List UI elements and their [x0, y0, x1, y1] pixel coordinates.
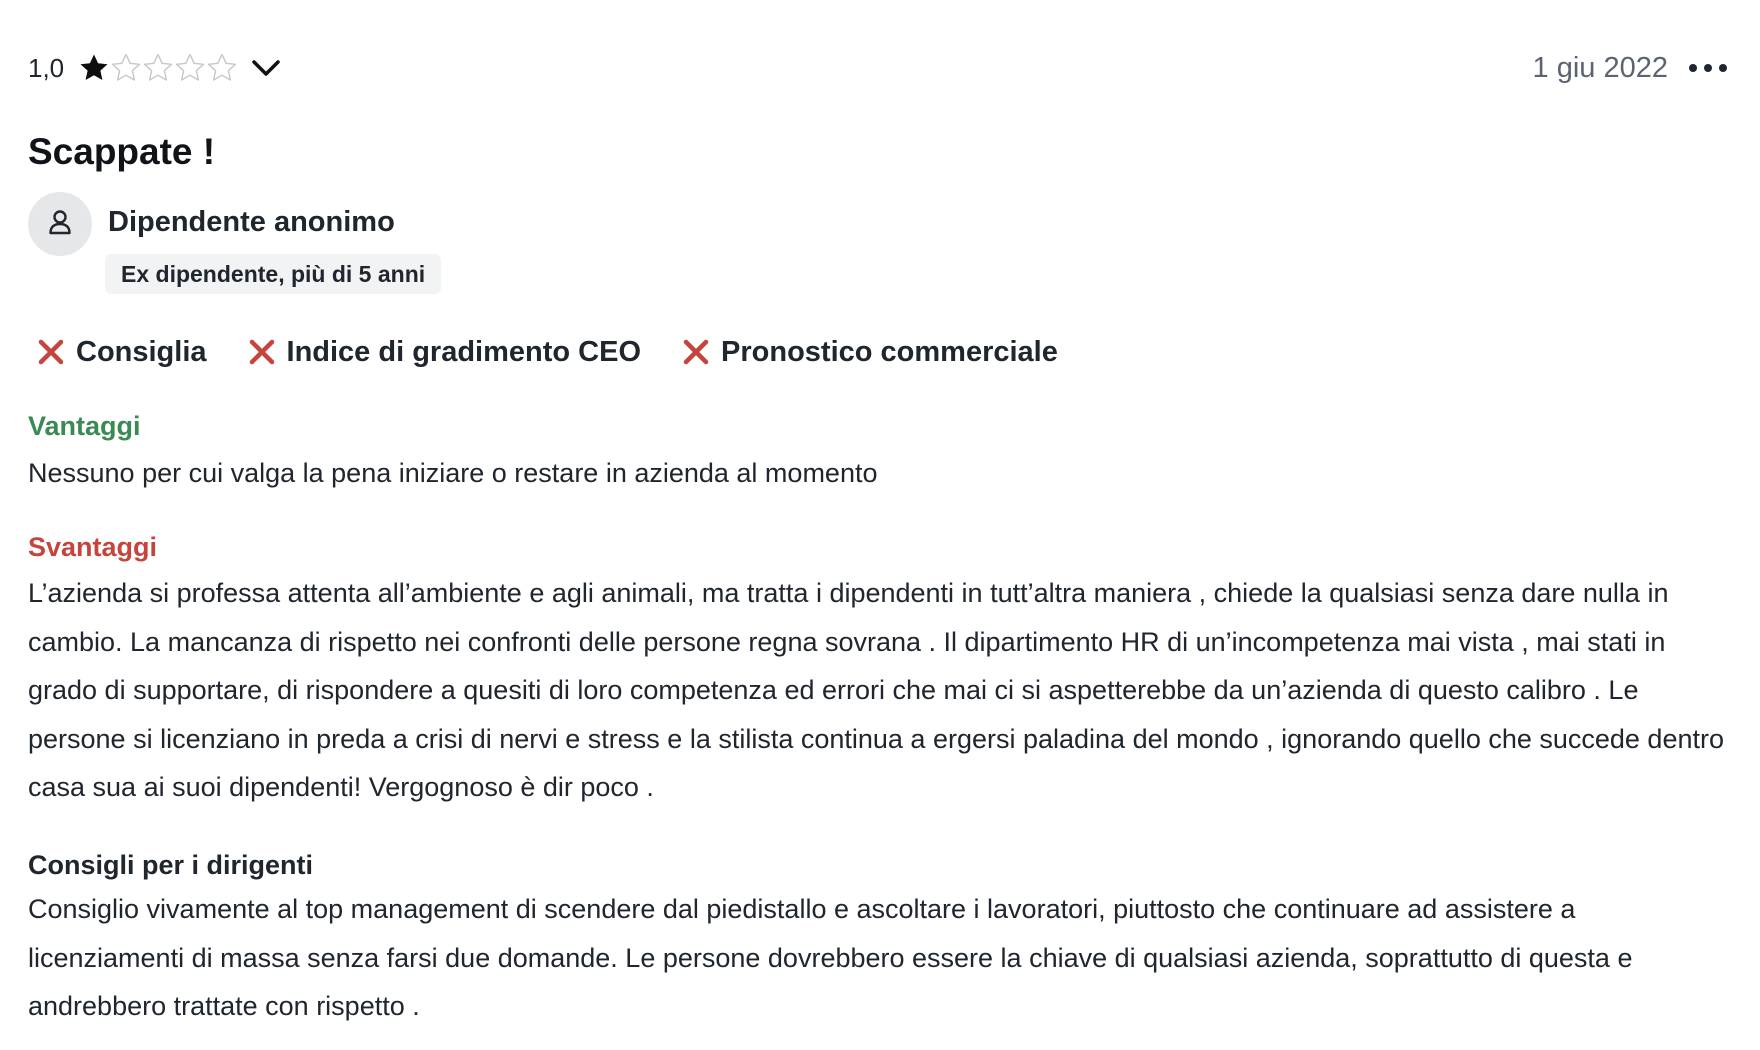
pros-heading: Vantaggi	[28, 411, 141, 441]
x-mark-icon	[36, 337, 66, 367]
star-icon	[142, 52, 174, 84]
rating-business-outlook	[681, 334, 1058, 370]
user-icon	[45, 207, 75, 242]
review-title: Scappate !	[28, 131, 216, 172]
avatar	[28, 192, 92, 256]
x-mark-icon	[247, 337, 277, 367]
star-icon	[174, 52, 206, 84]
overall-rating-value: 1,0	[28, 53, 65, 83]
review-header	[28, 46, 1732, 90]
employment-status-badge: Ex dipendente, più di 5 anni	[105, 254, 441, 294]
star-icon	[78, 52, 110, 84]
author-name: Dipendente anonimo	[108, 206, 395, 238]
sub-ratings	[36, 330, 1098, 374]
rating-label: Pronostico commerciale	[721, 336, 1058, 368]
rating-label: Consiglia	[76, 336, 207, 368]
cons-heading: Svantaggi	[28, 532, 158, 562]
star-icon	[110, 52, 142, 84]
pros-text: Nessuno per cui valga la pena iniziare o restare in azienda al momento	[28, 458, 878, 488]
chevron-down-icon[interactable]	[248, 50, 284, 86]
x-mark-icon	[681, 337, 711, 367]
cons-text: L’azienda si professa attenta all’ambiente e agli animali, ma tratta i dipendenti in tutt’altra maniera , chiede la qualsiasi senza dare nulla in cambio. La mancanza di rispetto nei confronti delle persone regna sovrana . Il dipartimento HR di un’incompetenza mai vista , mai stati in grado di supportare, di rispondere a quesiti di loro competenza ed errori che mai ci si aspetterebbe da un’azienda di questo calibro . Le persone si licenziano in preda a crisi di nervi e stress e la stilista continua a ergersi paladina del mondo , ignorando quello che succede dentro casa sua ai suoi dipendenti! Vergognoso è dir poco .	[28, 578, 1724, 802]
more-options-icon[interactable]	[1684, 50, 1732, 86]
advice-heading: Consigli per i dirigenti	[28, 850, 314, 880]
star-rating	[78, 48, 238, 88]
review-date: 1 giu 2022	[1532, 52, 1668, 84]
rating-recommend	[36, 334, 207, 370]
advice-text: Consiglio vivamente al top management di scendere dal piedistallo e ascoltare i lavoratori, piuttosto che continuare ad assistere a licenziamenti di massa senza farsi due domande. Le persone dovrebbero essere la chiave di qualsiasi azienda, soprattutto di questa e andrebbero trattate con rispetto .	[28, 894, 1633, 1021]
rating-label: Indice di gradimento CEO	[286, 336, 642, 368]
rating-ceo-approval	[247, 334, 642, 370]
star-icon	[206, 52, 238, 84]
